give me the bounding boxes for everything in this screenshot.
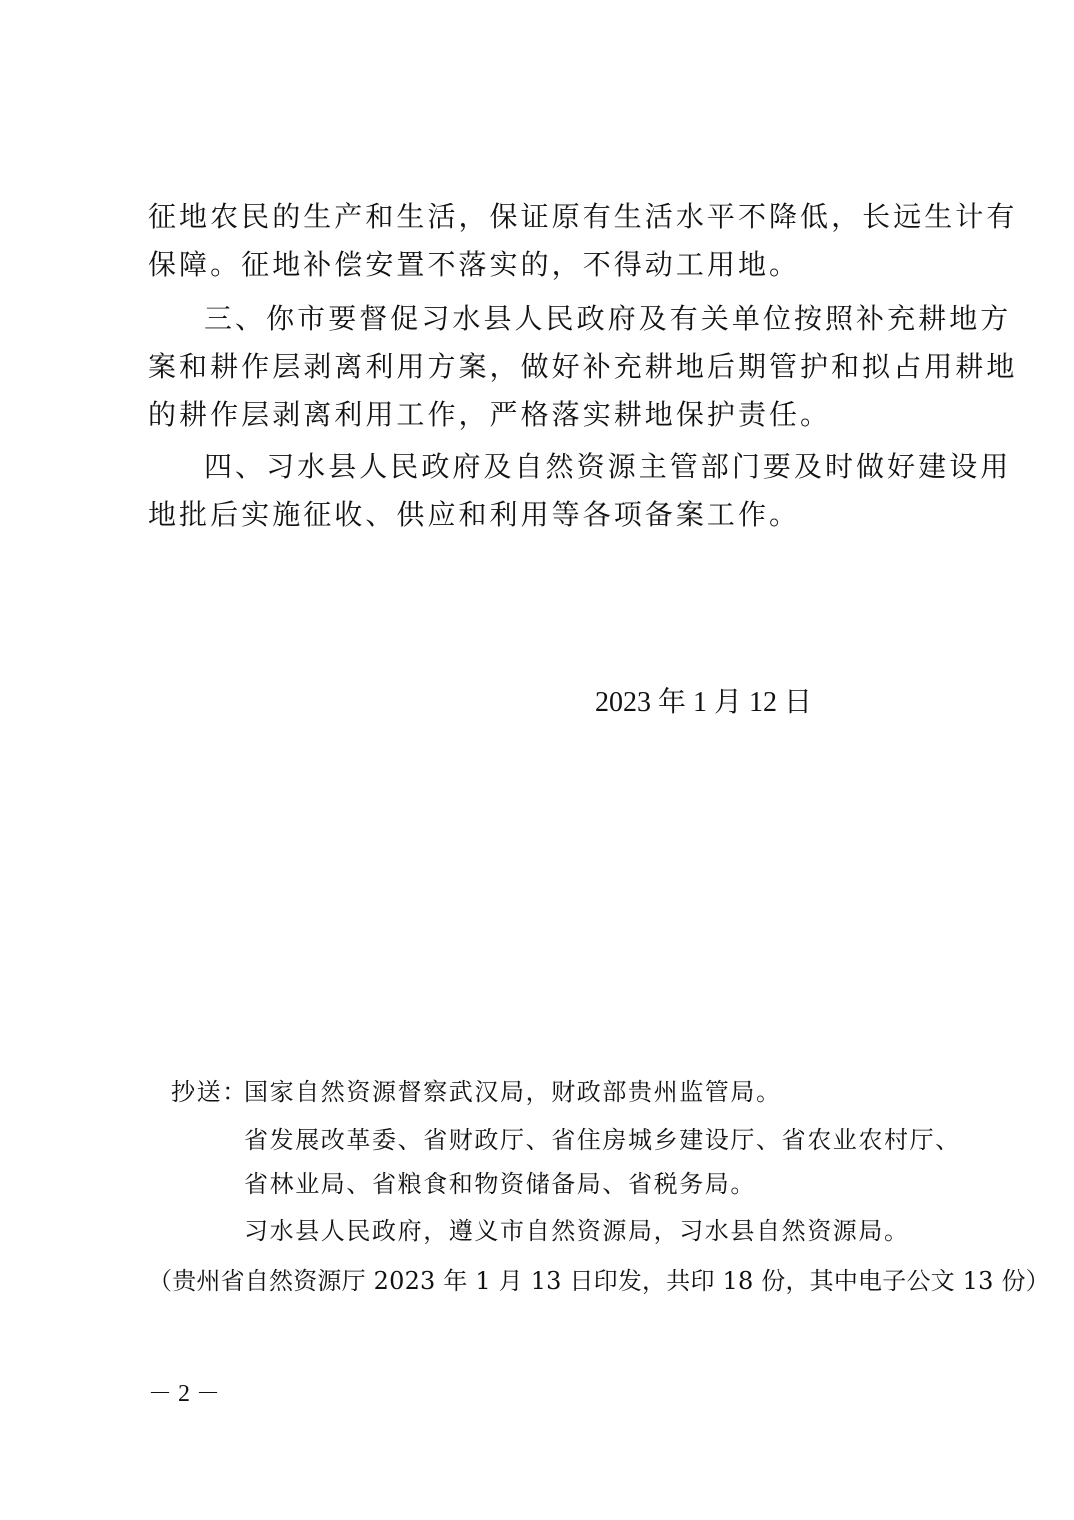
issuance-note: （贵州省自然资源厅 2023 年 1 月 13 日印发，共印 18 份，其中电子公文 13 份） xyxy=(148,1267,1050,1295)
body-line-3: 三、你市要督促习水县人民政府及有关单位按照补充耕地方 xyxy=(204,302,1012,335)
cc-line-2: 省发展改革委、省财政厅、省住房城乡建设厅、省农业农村厅、 xyxy=(244,1126,961,1154)
body-line-4: 案和耕作层剥离利用方案，做好补充耕地后期管护和拟占用耕地 xyxy=(148,350,1018,383)
cc-line-4: 习水县人民政府，遵义市自然资源局，习水县自然资源局。 xyxy=(244,1217,910,1245)
page-number: － 2 － xyxy=(148,1381,220,1407)
body-line-5: 的耕作层剥离利用工作，严格落实耕地保护责任。 xyxy=(148,398,832,431)
cc-line-3: 省林业局、省粮食和物资储备局、省税务局。 xyxy=(244,1170,756,1198)
cc-label: 抄送： xyxy=(171,1078,248,1106)
body-line-6: 四、习水县人民政府及自然资源主管部门要及时做好建设用 xyxy=(204,450,1012,483)
cc-line-1: 国家自然资源督察武汉局，财政部贵州监管局。 xyxy=(244,1078,782,1106)
body-line-2: 保障。征地补偿安置不落实的，不得动工用地。 xyxy=(148,248,801,281)
document-date: 2023 年 1 月 12 日 xyxy=(595,687,813,718)
body-line-7: 地批后实施征收、供应和利用等各项备案工作。 xyxy=(148,498,801,531)
body-line-1: 征地农民的生产和生活，保证原有生活水平不降低，长远生计有 xyxy=(148,200,1018,233)
